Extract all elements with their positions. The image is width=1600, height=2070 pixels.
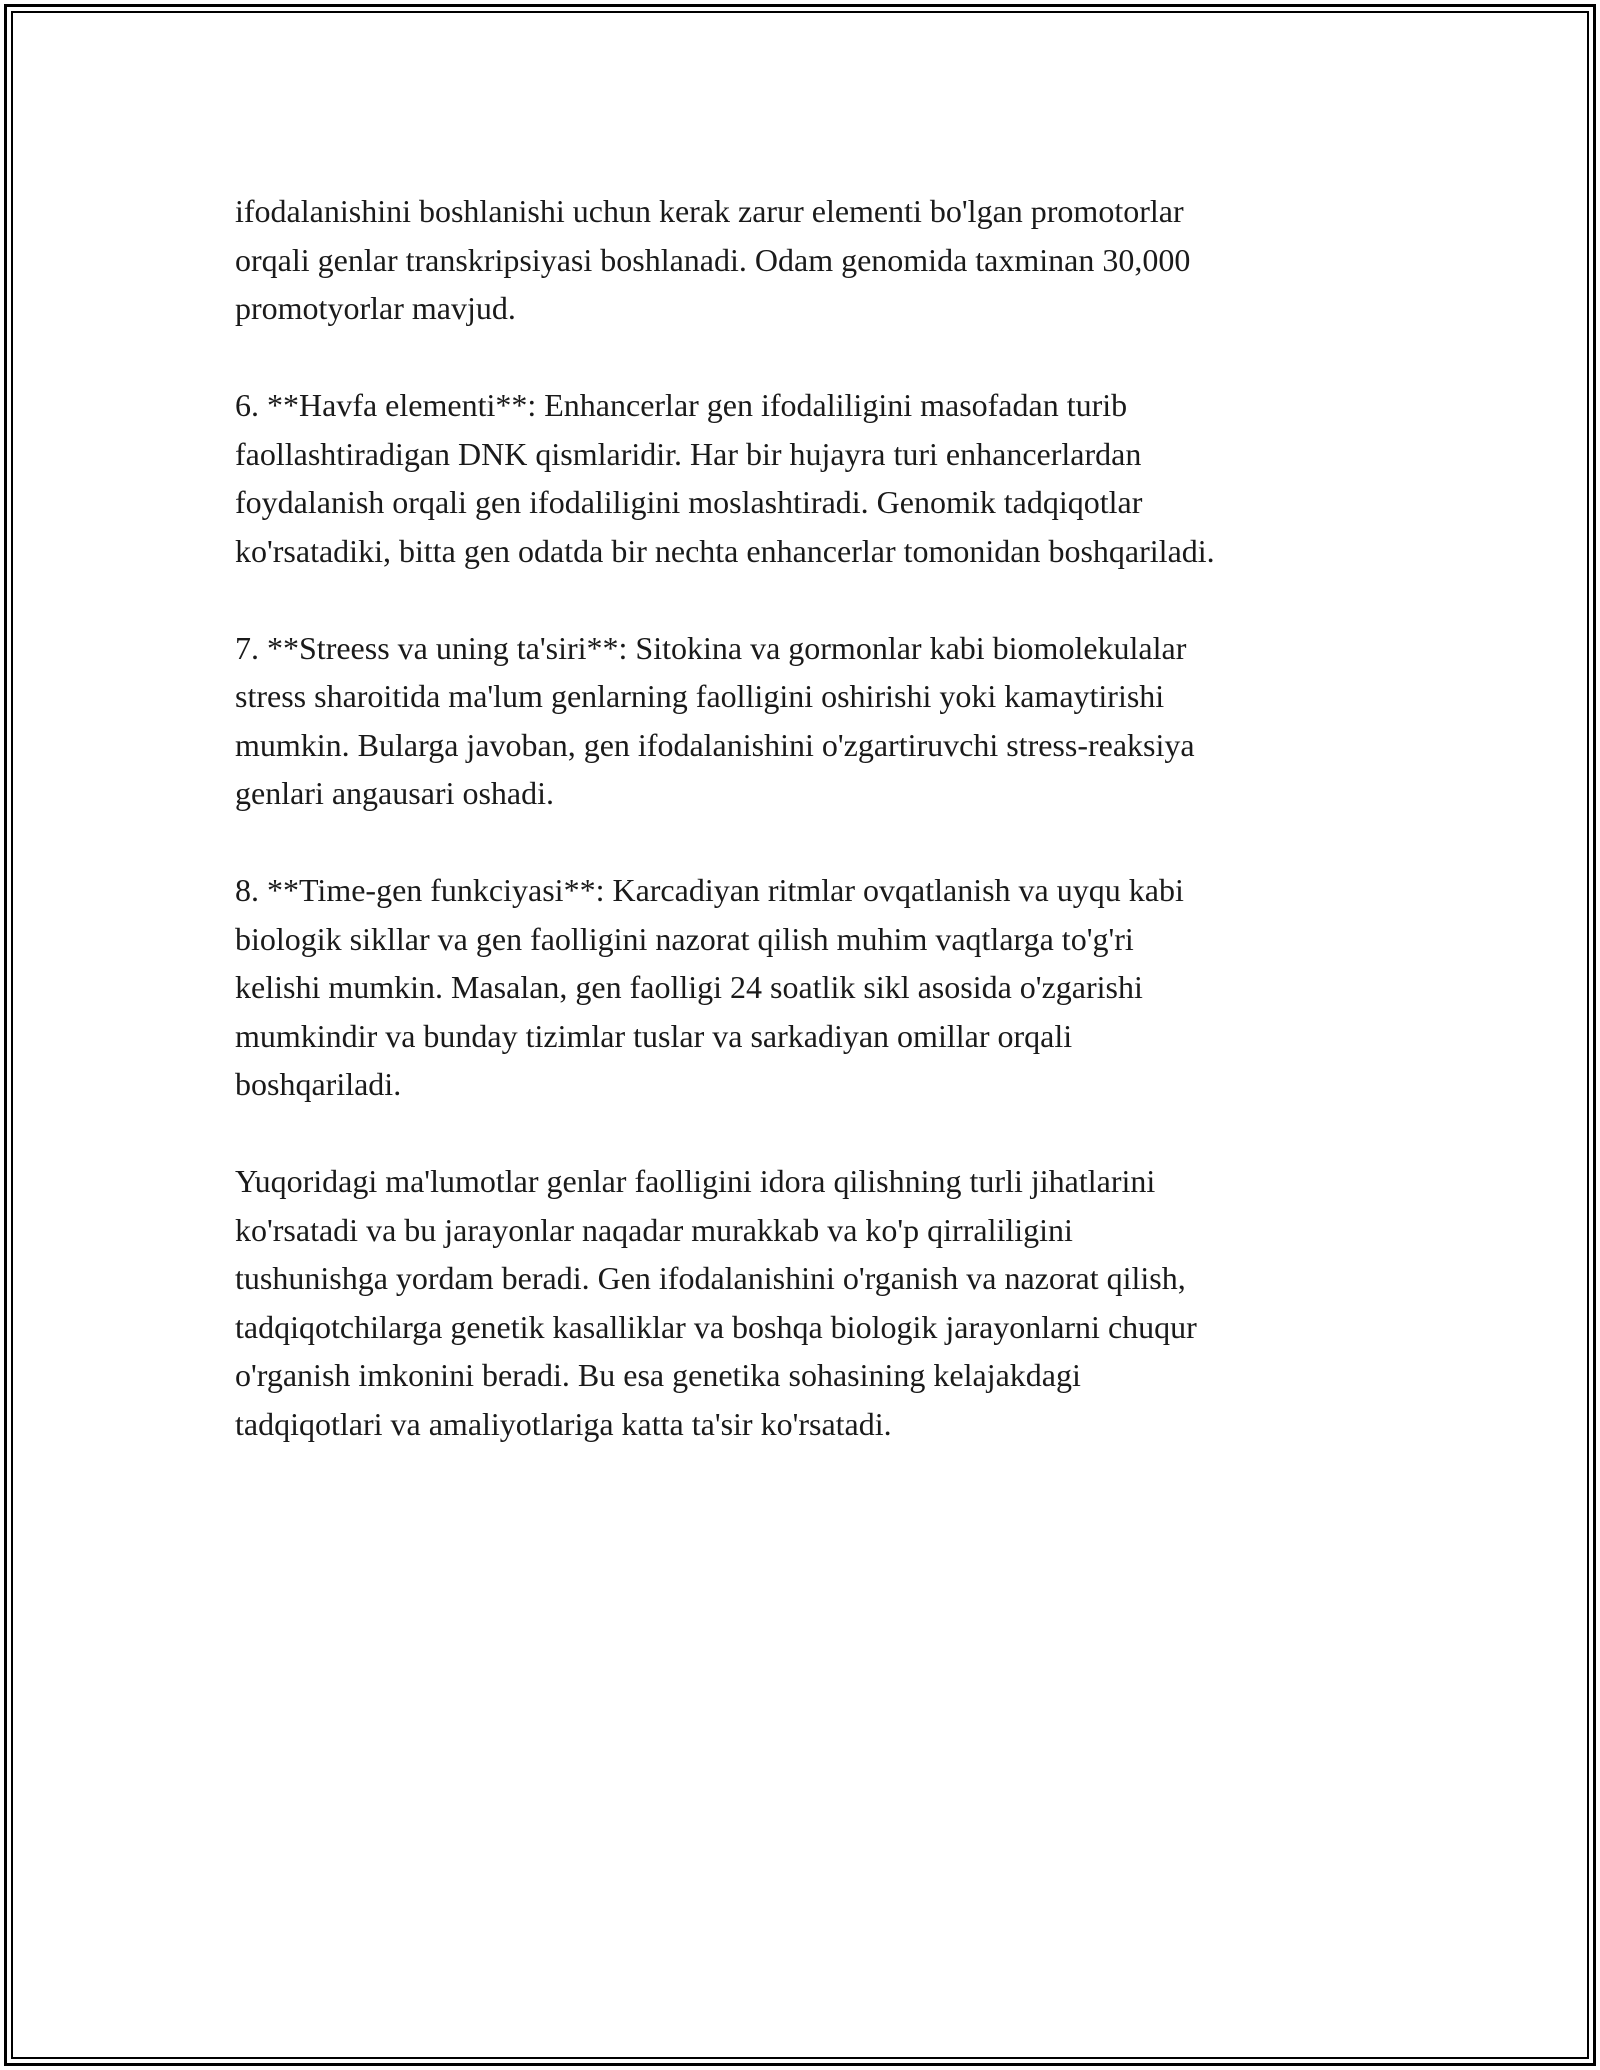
- text-line: ifodalanishini boshlanishi uchun kerak zarur elementi bo'lgan promotorlar: [235, 193, 1184, 229]
- text-line: orqali genlar transkripsiyasi boshlanadi. Odam genomida taxminan 30,000: [235, 241, 1191, 278]
- text-line: biologik sikllar va gen faolligini nazorat qilish muhim vaqtlarga to'g'ri: [235, 920, 1134, 957]
- text-line: tadqiqotchilarga genetik kasalliklar va boshqa biologik jarayonlarni chuqur: [235, 1308, 1197, 1345]
- text-line: promotyorlar mavjud.: [235, 290, 516, 326]
- text-line: foydalanish orqali gen ifodaliligini moslashtiradi. Genomik tadqiqotlar: [235, 484, 1143, 520]
- text-line: ko'rsatadi va bu jarayonlar naqadar murakkab va ko'p qirraliligini: [235, 1211, 1073, 1248]
- text-line: ko'rsatadiki, bitta gen odatda bir nechta enhancerlar tomonidan boshqariladi.: [235, 532, 1215, 569]
- text-line: faollashtiradigan DNK qismlaridir. Har bir hujayra turi enhancerlardan: [235, 435, 1142, 472]
- text-line: Yuqoridagi ma'lumotlar genlar faolligini idora qilishning turli jihatlarini: [235, 1163, 1156, 1199]
- document-body: [235, 187, 1385, 1497]
- text-line: stress sharoitida ma'lum genlarning faolligini oshirishi yoki kamaytirishi: [235, 678, 1165, 714]
- text-line: mumkin. Bularga javoban, gen ifodalanishini o'zgartiruvchi stress-reaksiya: [235, 726, 1195, 763]
- text-line: kelishi mumkin. Masalan, gen faolligi 24 soatlik sikl asosida o'zgarishi: [235, 969, 1143, 1005]
- paragraph-enhancers: [235, 381, 1385, 575]
- text-line: boshqariladi.: [235, 1066, 402, 1102]
- text-line: 7. **Streess va uning ta'siri**: Sitokina va gormonlar kabi biomolekulalar: [235, 629, 1187, 666]
- paragraph-conclusion: [235, 1157, 1385, 1448]
- paragraph-stress: [235, 624, 1385, 818]
- paragraph-promoters: [235, 187, 1385, 333]
- text-line: 8. **Time-gen funkciyasi**: Karcadiyan ritmlar ovqatlanish va uyqu kabi: [235, 872, 1184, 908]
- text-line: mumkindir va bunday tizimlar tuslar va sarkadiyan omillar orqali: [235, 1017, 1073, 1054]
- paragraph-time-gen: [235, 866, 1385, 1109]
- text-line: tadqiqotlari va amaliyotlariga katta ta'sir ko'rsatadi.: [235, 1405, 892, 1442]
- text-line: o'rganish imkonini beradi. Bu esa genetika sohasining kelajakdagi: [235, 1357, 1081, 1393]
- text-line: genlari angausari oshadi.: [235, 775, 554, 811]
- text-line: tushunishga yordam beradi. Gen ifodalanishini o'rganish va nazorat qilish,: [235, 1260, 1186, 1296]
- text-line: 6. **Havfa elementi**: Enhancerlar gen ifodaliligini masofadan turib: [235, 387, 1128, 423]
